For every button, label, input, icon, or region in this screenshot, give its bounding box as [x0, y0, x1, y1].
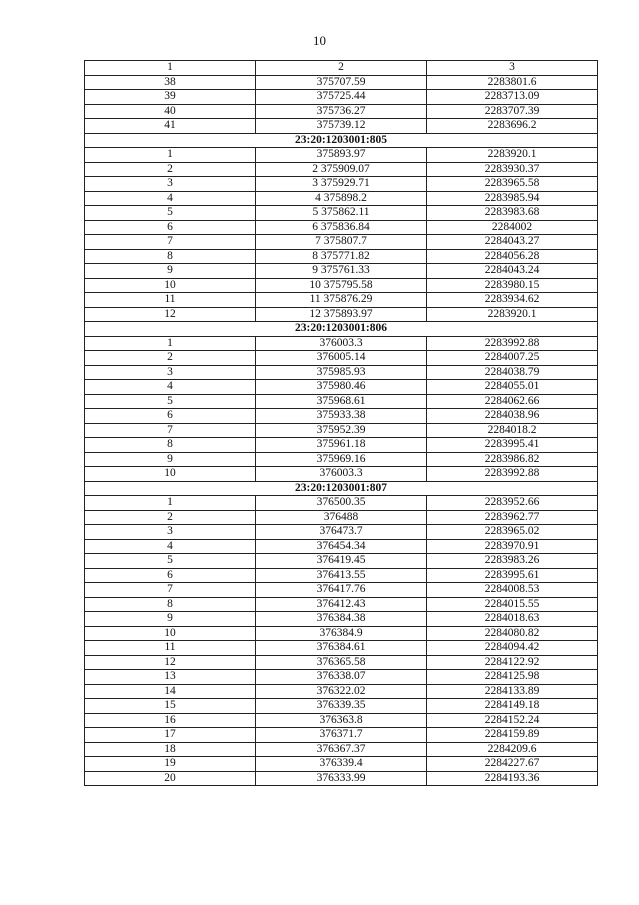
y-coordinate-cell: 2284193.36	[427, 771, 598, 786]
y-coordinate-cell: 2284015.55	[427, 597, 598, 612]
section-header-row	[85, 481, 598, 496]
y-coordinate-cell: 2283965.02	[427, 525, 598, 540]
table-row	[85, 162, 598, 177]
x-coordinate-cell: 376003.3	[256, 336, 427, 351]
table-row	[85, 75, 598, 90]
y-coordinate-cell: 2284038.96	[427, 409, 598, 424]
table-row	[85, 467, 598, 482]
x-coordinate-cell: 376338.07	[256, 670, 427, 685]
y-coordinate-cell: 2283965.58	[427, 177, 598, 192]
y-coordinate-cell: 2284002	[427, 220, 598, 235]
table-row	[85, 278, 598, 293]
x-coordinate-cell: 376339.4	[256, 757, 427, 772]
x-coordinate-cell: 376412.43	[256, 597, 427, 612]
point-number-cell: 15	[85, 699, 256, 714]
y-coordinate-cell: 2283995.61	[427, 568, 598, 583]
table-row	[85, 757, 598, 772]
header-cell-3: 3	[427, 61, 598, 76]
y-coordinate-cell: 2284062.66	[427, 394, 598, 409]
table-row	[85, 626, 598, 641]
table-row	[85, 293, 598, 308]
x-coordinate-cell: 376488	[256, 510, 427, 525]
y-coordinate-cell: 2284122.92	[427, 655, 598, 670]
table-row	[85, 742, 598, 757]
y-coordinate-cell: 2284209.6	[427, 742, 598, 757]
point-number-cell: 5	[85, 206, 256, 221]
point-number-cell: 6	[85, 220, 256, 235]
y-coordinate-cell: 2283713.09	[427, 90, 598, 105]
y-coordinate-cell: 2284159.89	[427, 728, 598, 743]
x-coordinate-cell: 5 375862.11	[256, 206, 427, 221]
point-number-cell: 11	[85, 641, 256, 656]
table-row	[85, 496, 598, 511]
point-number-cell: 6	[85, 568, 256, 583]
point-number-cell: 6	[85, 409, 256, 424]
point-number-cell: 4	[85, 191, 256, 206]
y-coordinate-cell: 2283970.91	[427, 539, 598, 554]
y-coordinate-cell: 2283696.2	[427, 119, 598, 134]
point-number-cell: 2	[85, 510, 256, 525]
point-number-cell: 38	[85, 75, 256, 90]
y-coordinate-cell: 2283983.68	[427, 206, 598, 221]
point-number-cell: 41	[85, 119, 256, 134]
table-row	[85, 568, 598, 583]
table-row	[85, 452, 598, 467]
y-coordinate-cell: 2284018.2	[427, 423, 598, 438]
coordinates-table-body	[85, 61, 598, 786]
table-row	[85, 713, 598, 728]
y-coordinate-cell: 2284056.28	[427, 249, 598, 264]
point-number-cell: 1	[85, 336, 256, 351]
table-row	[85, 148, 598, 163]
table-row	[85, 423, 598, 438]
y-coordinate-cell: 2283930.37	[427, 162, 598, 177]
table-row	[85, 641, 598, 656]
point-number-cell: 10	[85, 626, 256, 641]
table-row	[85, 206, 598, 221]
x-coordinate-cell: 12 375893.97	[256, 307, 427, 322]
x-coordinate-cell: 376367.37	[256, 742, 427, 757]
x-coordinate-cell: 375968.61	[256, 394, 427, 409]
y-coordinate-cell: 2284038.79	[427, 365, 598, 380]
point-number-cell: 2	[85, 162, 256, 177]
table-row	[85, 177, 598, 192]
table-row	[85, 771, 598, 786]
header-cell-2: 2	[256, 61, 427, 76]
x-coordinate-cell: 376419.45	[256, 554, 427, 569]
y-coordinate-cell: 2284125.98	[427, 670, 598, 685]
point-number-cell: 13	[85, 670, 256, 685]
point-number-cell: 1	[85, 496, 256, 511]
x-coordinate-cell: 376365.58	[256, 655, 427, 670]
point-number-cell: 12	[85, 655, 256, 670]
table-row	[85, 554, 598, 569]
x-coordinate-cell: 376473.7	[256, 525, 427, 540]
point-number-cell: 12	[85, 307, 256, 322]
point-number-cell: 9	[85, 264, 256, 279]
x-coordinate-cell: 375725.44	[256, 90, 427, 105]
table-row	[85, 597, 598, 612]
x-coordinate-cell: 376339.35	[256, 699, 427, 714]
y-coordinate-cell: 2283986.82	[427, 452, 598, 467]
x-coordinate-cell: 376003.3	[256, 467, 427, 482]
cadastral-number: 23:20:1203001:807	[85, 481, 598, 496]
y-coordinate-cell: 2283985.94	[427, 191, 598, 206]
point-number-cell: 3	[85, 177, 256, 192]
point-number-cell: 8	[85, 597, 256, 612]
y-coordinate-cell: 2284227.67	[427, 757, 598, 772]
y-coordinate-cell: 2283962.77	[427, 510, 598, 525]
x-coordinate-cell: 375969.16	[256, 452, 427, 467]
table-row	[85, 438, 598, 453]
table-row	[85, 699, 598, 714]
y-coordinate-cell: 2284094.42	[427, 641, 598, 656]
x-coordinate-cell: 375707.59	[256, 75, 427, 90]
y-coordinate-cell: 2283983.26	[427, 554, 598, 569]
x-coordinate-cell: 376333.99	[256, 771, 427, 786]
x-coordinate-cell: 6 375836.84	[256, 220, 427, 235]
point-number-cell: 8	[85, 438, 256, 453]
x-coordinate-cell: 375893.97	[256, 148, 427, 163]
section-header-row	[85, 133, 598, 148]
y-coordinate-cell: 2284018.63	[427, 612, 598, 627]
table-row	[85, 525, 598, 540]
y-coordinate-cell: 2284043.24	[427, 264, 598, 279]
x-coordinate-cell: 376500.35	[256, 496, 427, 511]
header-row	[85, 61, 598, 76]
header-cell-1: 1	[85, 61, 256, 76]
x-coordinate-cell: 376384.9	[256, 626, 427, 641]
table-row	[85, 249, 598, 264]
y-coordinate-cell: 2284007.25	[427, 351, 598, 366]
point-number-cell: 16	[85, 713, 256, 728]
coordinates-table	[84, 60, 598, 786]
y-coordinate-cell: 2284152.24	[427, 713, 598, 728]
table-row	[85, 104, 598, 119]
table-row	[85, 670, 598, 685]
x-coordinate-cell: 376005.14	[256, 351, 427, 366]
y-coordinate-cell: 2283952.66	[427, 496, 598, 511]
x-coordinate-cell: 8 375771.82	[256, 249, 427, 264]
table-row	[85, 583, 598, 598]
table-row	[85, 409, 598, 424]
point-number-cell: 3	[85, 525, 256, 540]
y-coordinate-cell: 2284055.01	[427, 380, 598, 395]
y-coordinate-cell: 2283801.6	[427, 75, 598, 90]
cadastral-number: 23:20:1203001:805	[85, 133, 598, 148]
x-coordinate-cell: 376417.76	[256, 583, 427, 598]
x-coordinate-cell: 375961.18	[256, 438, 427, 453]
x-coordinate-cell: 376384.38	[256, 612, 427, 627]
point-number-cell: 39	[85, 90, 256, 105]
page-number: 10	[313, 33, 326, 48]
x-coordinate-cell: 10 375795.58	[256, 278, 427, 293]
table-row	[85, 655, 598, 670]
table-row	[85, 380, 598, 395]
point-number-cell: 4	[85, 380, 256, 395]
table-row	[85, 684, 598, 699]
cadastral-number: 23:20:1203001:806	[85, 322, 598, 337]
table-row	[85, 394, 598, 409]
x-coordinate-cell: 9 375761.33	[256, 264, 427, 279]
x-coordinate-cell: 376363.8	[256, 713, 427, 728]
point-number-cell: 5	[85, 394, 256, 409]
point-number-cell: 2	[85, 351, 256, 366]
y-coordinate-cell: 2284043.27	[427, 235, 598, 250]
x-coordinate-cell: 376413.55	[256, 568, 427, 583]
y-coordinate-cell: 2283707.39	[427, 104, 598, 119]
point-number-cell: 40	[85, 104, 256, 119]
section-header-row	[85, 322, 598, 337]
point-number-cell: 11	[85, 293, 256, 308]
table-row	[85, 307, 598, 322]
y-coordinate-cell: 2284008.53	[427, 583, 598, 598]
y-coordinate-cell: 2283992.88	[427, 336, 598, 351]
table-row	[85, 365, 598, 380]
point-number-cell: 17	[85, 728, 256, 743]
point-number-cell: 5	[85, 554, 256, 569]
point-number-cell: 10	[85, 278, 256, 293]
table-row	[85, 90, 598, 105]
x-coordinate-cell: 375985.93	[256, 365, 427, 380]
table-row	[85, 510, 598, 525]
x-coordinate-cell: 375736.27	[256, 104, 427, 119]
table-row	[85, 264, 598, 279]
y-coordinate-cell: 2284149.18	[427, 699, 598, 714]
point-number-cell: 4	[85, 539, 256, 554]
point-number-cell: 10	[85, 467, 256, 482]
x-coordinate-cell: 11 375876.29	[256, 293, 427, 308]
x-coordinate-cell: 375739.12	[256, 119, 427, 134]
y-coordinate-cell: 2284133.89	[427, 684, 598, 699]
point-number-cell: 18	[85, 742, 256, 757]
x-coordinate-cell: 376322.02	[256, 684, 427, 699]
table-row	[85, 119, 598, 134]
point-number-cell: 20	[85, 771, 256, 786]
x-coordinate-cell: 375933.38	[256, 409, 427, 424]
y-coordinate-cell: 2284080.82	[427, 626, 598, 641]
table-row	[85, 351, 598, 366]
x-coordinate-cell: 376371.7	[256, 728, 427, 743]
y-coordinate-cell: 2283995.41	[427, 438, 598, 453]
point-number-cell: 8	[85, 249, 256, 264]
point-number-cell: 1	[85, 148, 256, 163]
y-coordinate-cell: 2283980.15	[427, 278, 598, 293]
table-row	[85, 220, 598, 235]
x-coordinate-cell: 4 375898.2	[256, 191, 427, 206]
x-coordinate-cell: 375952.39	[256, 423, 427, 438]
x-coordinate-cell: 375980.46	[256, 380, 427, 395]
table-row	[85, 539, 598, 554]
x-coordinate-cell: 376454.34	[256, 539, 427, 554]
x-coordinate-cell: 7 375807.7	[256, 235, 427, 250]
y-coordinate-cell: 2283934.62	[427, 293, 598, 308]
point-number-cell: 7	[85, 235, 256, 250]
table-row	[85, 191, 598, 206]
point-number-cell: 9	[85, 452, 256, 467]
y-coordinate-cell: 2283992.88	[427, 467, 598, 482]
point-number-cell: 19	[85, 757, 256, 772]
point-number-cell: 7	[85, 583, 256, 598]
x-coordinate-cell: 376384.61	[256, 641, 427, 656]
table-row	[85, 728, 598, 743]
point-number-cell: 3	[85, 365, 256, 380]
table-row	[85, 336, 598, 351]
table-row	[85, 612, 598, 627]
point-number-cell: 14	[85, 684, 256, 699]
y-coordinate-cell: 2283920.1	[427, 307, 598, 322]
y-coordinate-cell: 2283920.1	[427, 148, 598, 163]
table-row	[85, 235, 598, 250]
x-coordinate-cell: 3 375929.71	[256, 177, 427, 192]
point-number-cell: 9	[85, 612, 256, 627]
point-number-cell: 7	[85, 423, 256, 438]
x-coordinate-cell: 2 375909.07	[256, 162, 427, 177]
